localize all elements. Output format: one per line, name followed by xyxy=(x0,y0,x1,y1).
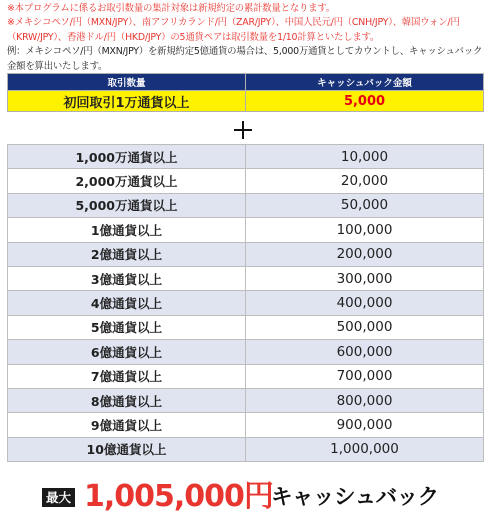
tier-row xyxy=(8,169,484,193)
header-cashback-amount: キャッシュバック金額 xyxy=(246,74,484,91)
tier-row xyxy=(8,388,484,412)
tier-quantity: 5億通貨以上 xyxy=(8,315,246,339)
tier-quantity: 2億通貨以上 xyxy=(8,242,246,266)
tier-table xyxy=(7,144,484,462)
tier-row xyxy=(8,266,484,290)
tier-quantity: 10億通貨以上 xyxy=(8,437,246,461)
tier-quantity: 7億通貨以上 xyxy=(8,364,246,388)
tier-row xyxy=(8,218,484,242)
tier-quantity: 4億通貨以上 xyxy=(8,291,246,315)
tier-quantity: 6億通貨以上 xyxy=(8,340,246,364)
tier-row xyxy=(8,242,484,266)
tier-quantity: 5,000万通貨以上 xyxy=(8,193,246,217)
tier-amount: 300,000 xyxy=(246,266,484,290)
header-quantity: 取引数量 xyxy=(8,74,246,91)
max-amount: 1,005,000円 xyxy=(84,479,273,514)
tier-row xyxy=(8,291,484,315)
plus-icon xyxy=(232,119,254,141)
tier-row xyxy=(8,145,484,169)
tier-amount: 800,000 xyxy=(246,388,484,412)
first-trade-quantity: 初回取引1万通貨以上 xyxy=(8,91,246,112)
tier-amount: 900,000 xyxy=(246,413,484,437)
first-trade-amount: 5,000 xyxy=(246,91,484,112)
tier-amount: 200,000 xyxy=(246,242,484,266)
tier-row xyxy=(8,315,484,339)
tier-quantity: 1,000万通貨以上 xyxy=(8,145,246,169)
tier-amount: 600,000 xyxy=(246,340,484,364)
max-badge: 最大 xyxy=(42,488,75,507)
cashback-label: キャッシュバック xyxy=(271,485,439,510)
tier-quantity: 1億通貨以上 xyxy=(8,218,246,242)
tier-amount: 700,000 xyxy=(246,364,484,388)
tier-row xyxy=(8,437,484,461)
tier-amount: 500,000 xyxy=(246,315,484,339)
tier-quantity: 3億通貨以上 xyxy=(8,266,246,290)
max-cashback-banner xyxy=(0,478,491,518)
tier-row xyxy=(8,193,484,217)
tier-amount: 400,000 xyxy=(246,291,484,315)
first-trade-row xyxy=(8,91,484,112)
tier-quantity: 8億通貨以上 xyxy=(8,388,246,412)
note-example: 例：メキシコペソ/円（MXN/JPY）を新規約定5億通貨の場合は、5,000万通貨としてカウントし、キャッシュバック金額を算出いたします。 xyxy=(7,46,483,72)
tier-row xyxy=(8,413,484,437)
note-aggregation: ※本プログラムに係るお取引数量の集計対象は新規約定の累計数量となります。 xyxy=(7,3,335,14)
tier-row xyxy=(8,340,484,364)
first-trade-header-row xyxy=(8,74,484,91)
tier-amount: 1,000,000 xyxy=(246,437,484,461)
notes-block xyxy=(7,2,485,74)
tier-quantity: 2,000万通貨以上 xyxy=(8,169,246,193)
tier-amount: 20,000 xyxy=(246,169,484,193)
tier-row xyxy=(8,364,484,388)
note-currency-pairs: ※メキシコペソ/円（MXN/JPY）、南アフリカランド/円（ZAR/JPY）、中国人民元/円（CNH/JPY）、韓国ウォン/円（KRW/JPY）、香港ドル/円（HKD/JPY）の5通貨ペアは取引数量を1/10計算といたします。 xyxy=(7,17,460,43)
tier-amount: 10,000 xyxy=(246,145,484,169)
tier-amount: 100,000 xyxy=(246,218,484,242)
tier-amount: 50,000 xyxy=(246,193,484,217)
tier-quantity: 9億通貨以上 xyxy=(8,413,246,437)
first-trade-table xyxy=(7,73,484,112)
